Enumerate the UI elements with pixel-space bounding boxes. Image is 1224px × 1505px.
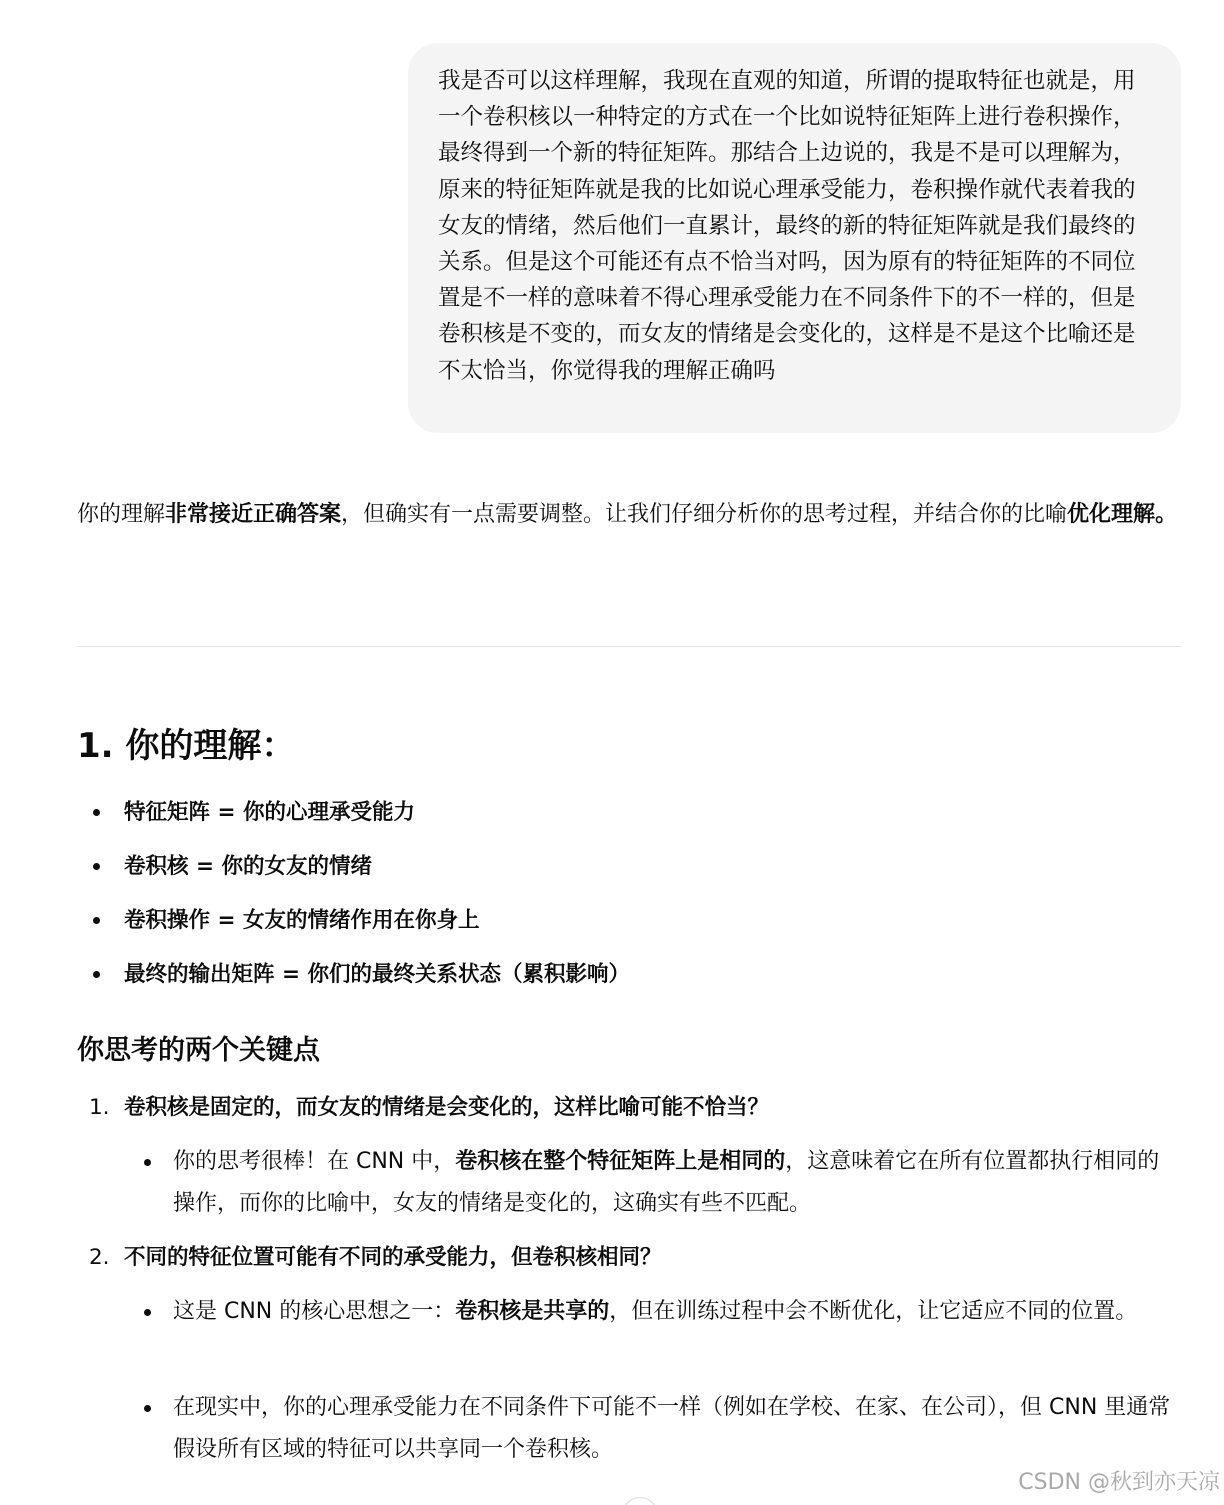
mapping-text: 卷积操作 = 女友的情绪作用在你身上 <box>124 908 480 933</box>
watermark: CSDN @秋到亦天凉 <box>1018 1470 1220 1495</box>
list-item <box>77 898 630 952</box>
bullet-icon <box>93 809 100 816</box>
mapping-text: 特征矩阵 = 你的心理承受能力 <box>124 800 415 825</box>
intro-prefix: 你的理解 <box>77 502 166 527</box>
bullet-icon <box>93 917 100 924</box>
bullet-icon <box>93 863 100 870</box>
intro-middle: ，但确实有一点需要调整。让我们仔细分析你的思考过程，并结合你的比喻 <box>341 502 1068 527</box>
intro-suffix: 。 <box>1155 502 1178 527</box>
section-title-key-points: 你思考的两个关键点 <box>77 1035 320 1066</box>
mapping-list <box>77 790 630 1006</box>
detail-suffix: ，这意味着它在所有位置都执行相同的操作，而你的比喻中，女友的情绪是变化的，这确实有些不匹配。 <box>173 1149 1160 1216</box>
intro-paragraph <box>77 494 1181 536</box>
detail-prefix: 这是 CNN 的核心思想之一： <box>173 1299 456 1324</box>
mapping-text: 最终的输出矩阵 = 你们的最终关系状态（累积影响） <box>124 962 630 987</box>
user-message-bubble <box>408 43 1181 433</box>
point-number: 1. <box>89 1095 110 1120</box>
list-item <box>77 790 630 844</box>
detail-suffix: ，但在训练过程中会不断优化，让它适应不同的位置。 <box>609 1299 1138 1324</box>
bullet-icon <box>93 971 100 978</box>
detail-bold: 卷积核在整个特征矩阵上是相同的 <box>455 1149 786 1174</box>
bullet-icon <box>144 1405 151 1412</box>
user-message-text: 我是否可以这样理解，我现在直观的知道，所谓的提取特征也就是，用一个卷积核以一种特定的方式在一个比如说特征矩阵上进行卷积操作，最终得到一个新的特征矩阵。那结合上边说的，我是不是可以理解为，原来的特征矩阵就是我的比如说心理承受能力，卷积操作就代表着我的女友的情绪，然后他们一直累计，最终的新的特征矩阵就是我们最终的关系。但是这个可能还有点不恰当对吗，因为原有的特征矩阵的不同位置是不一样的意味着不得心理承受能力在不同条件下的不一样的，但是卷积核是不变的，而女友的情绪是会变化的，这样是不是这个比喻还是不太恰当，你觉得我的理解正确吗 <box>438 68 1136 384</box>
bullet-icon <box>144 1159 151 1166</box>
section-title-understanding: 1. 你的理解： <box>77 726 296 766</box>
list-item <box>77 844 630 898</box>
point-title: 卷积核是固定的，而女友的情绪是会变化的，这样比喻可能不恰当？ <box>124 1095 770 1120</box>
intro-bold-optimize: 优化理解 <box>1067 502 1156 527</box>
detail-prefix: 你的思考很棒！在 CNN 中， <box>173 1149 456 1174</box>
scroll-down-button[interactable] <box>622 1497 658 1505</box>
point-number: 2. <box>89 1245 110 1270</box>
intro-bold-conclusion: 非常接近正确答案 <box>165 502 342 527</box>
list-item <box>77 952 630 1006</box>
detail-text: 在现实中，你的心理承受能力在不同条件下可能不一样（例如在学校、在家、在公司），但 CNN 里通常假设所有区域的特征可以共享同一个卷积核。 <box>173 1395 1171 1462</box>
point-title: 不同的特征位置可能有不同的承受能力，但卷积核相同？ <box>124 1245 662 1270</box>
point-detail <box>173 1291 1181 1333</box>
detail-bold: 卷积核是共享的 <box>455 1299 610 1324</box>
point-detail <box>173 1387 1181 1471</box>
section-divider <box>77 646 1181 647</box>
bullet-icon <box>144 1309 151 1316</box>
point-detail <box>173 1141 1181 1225</box>
mapping-text: 卷积核 = 你的女友的情绪 <box>124 854 372 879</box>
